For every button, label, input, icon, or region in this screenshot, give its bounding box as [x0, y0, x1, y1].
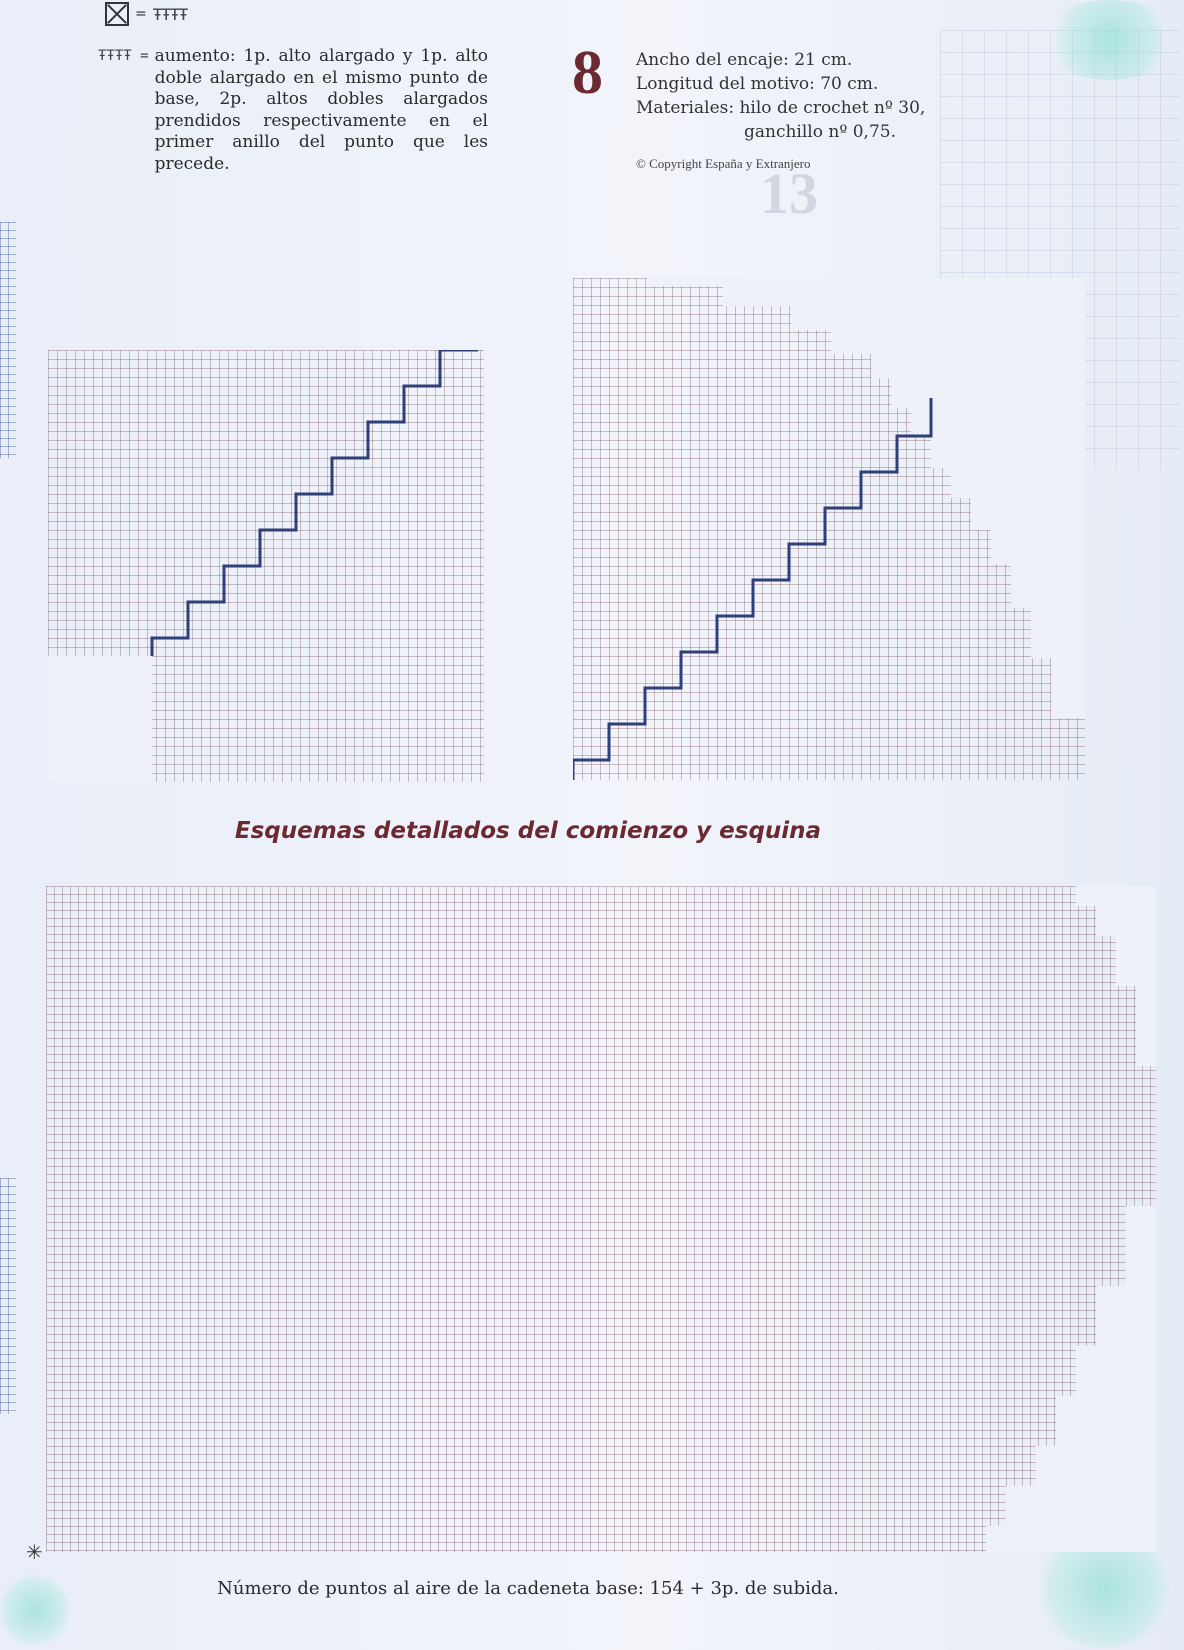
materials-spec: Materiales: hilo de crochet nº 30, [636, 98, 926, 118]
flower-decoration-top [1040, 0, 1180, 80]
stair-outline [573, 398, 931, 780]
start-detail-chart [48, 350, 484, 782]
corner-detail-chart [573, 278, 1085, 780]
bleed-through-number: 13 [760, 161, 818, 226]
chart-cutout [986, 886, 1156, 1552]
legend-aumento [98, 46, 488, 175]
start-detail-chart-overlay [48, 350, 484, 782]
main-pattern-chart [46, 886, 1156, 1552]
pattern-specs [636, 48, 925, 144]
materials-spec-hook: ganchillo nº 0,75. [744, 122, 896, 142]
pattern-number: 8 [572, 39, 603, 107]
crossed-box-icon [105, 2, 129, 26]
legend-equals: = [135, 6, 147, 22]
side-grid-bottom [0, 1178, 16, 1414]
stair-outline [152, 350, 478, 656]
side-grid-top [0, 222, 16, 458]
stitch-symbol-icon: ŦŦŦŦ [152, 4, 188, 24]
base-chain-note: Número de puntos al aire de la cadeneta base: 154 + 3p. de subida. [217, 1578, 839, 1599]
copyright-note: © Copyright España y Extranjero [636, 156, 811, 171]
width-spec: Ancho del encaje: 21 cm. [636, 50, 853, 70]
aumento-symbol-icon: ŦŦŦŦ = [98, 48, 149, 64]
legend-x-symbol [105, 2, 187, 26]
start-asterisk-icon: ✳ [26, 1540, 43, 1564]
chart-cutout [48, 656, 152, 782]
length-spec: Longitud del motivo: 70 cm. [636, 74, 879, 94]
section-title: Esquemas detallados del comienzo y esquina [234, 818, 822, 844]
aumento-description: aumento: 1p. alto alargado y 1p. alto doble alargado en el mismo punto de base, 2p. altos dobles alargados prendidos respectivamente en el primer anillo del punto que les precede. [154, 46, 488, 174]
main-pattern-chart-overlay [46, 886, 1156, 1552]
corner-detail-chart-overlay [573, 278, 1085, 780]
